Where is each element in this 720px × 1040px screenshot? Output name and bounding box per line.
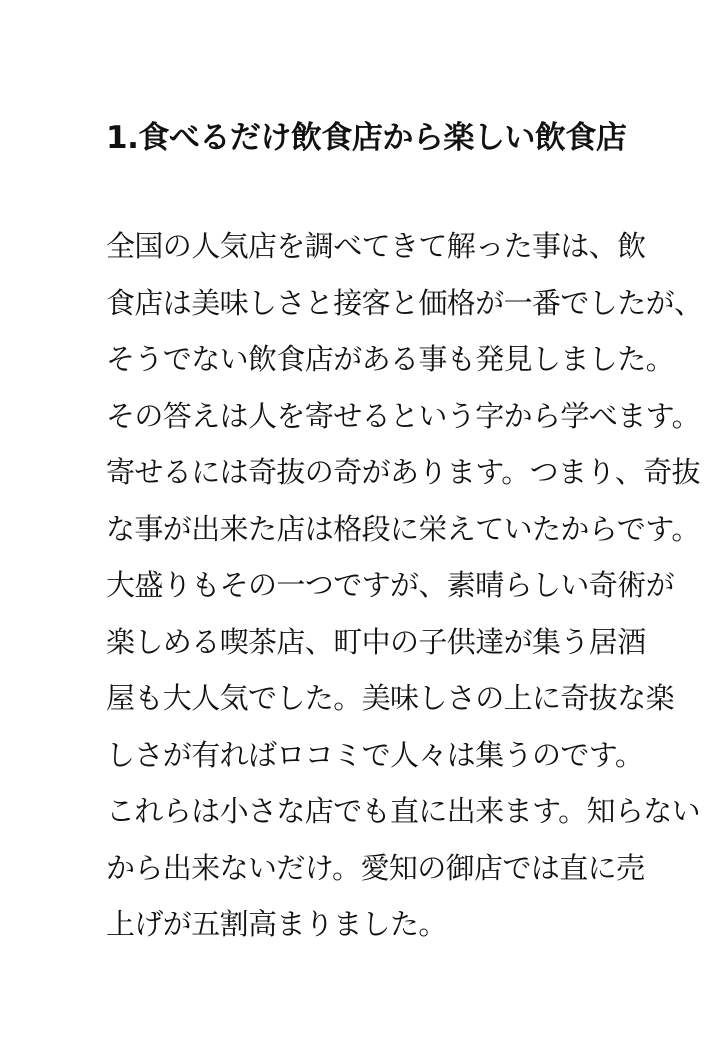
- text-line: これらは小さな店でも直に出来ます。知らない: [106, 794, 701, 828]
- text-line: 全国の人気店を調べてきて解った事は、飲: [106, 229, 646, 263]
- text-line: 屋も大人気でした。美味しさの上に奇抜な楽: [106, 681, 675, 715]
- body-paragraph: [106, 218, 706, 953]
- text-line: 食店は美味しさと接客と価格が一番でしたが、: [106, 285, 703, 320]
- text-line: な事が出来た店は格段に栄えていたからです。: [106, 511, 700, 546]
- text-line: 寄せるには奇抜の奇があります。つまり、奇抜: [106, 455, 701, 489]
- text-line: 楽しめる喫茶店、町中の子供達が集う居酒: [106, 624, 646, 659]
- text-line: 上げが五割高まりました。: [106, 907, 447, 941]
- text-line: しさが有ればロコミで人々は集うのです。: [106, 737, 644, 772]
- text-line: から出来ないだけ。愛知の御店では直に売: [106, 850, 645, 885]
- text-line: そうでない飲食店がある事も発見しました。: [106, 342, 675, 376]
- page-title: 1.食べるだけ飲食店から楽しい飲食店: [106, 120, 627, 156]
- text-line: 大盛りもその一つですが、素晴らしい奇術が: [106, 568, 675, 602]
- text-line: その答えは人を寄せるという字から学べます。: [106, 398, 701, 433]
